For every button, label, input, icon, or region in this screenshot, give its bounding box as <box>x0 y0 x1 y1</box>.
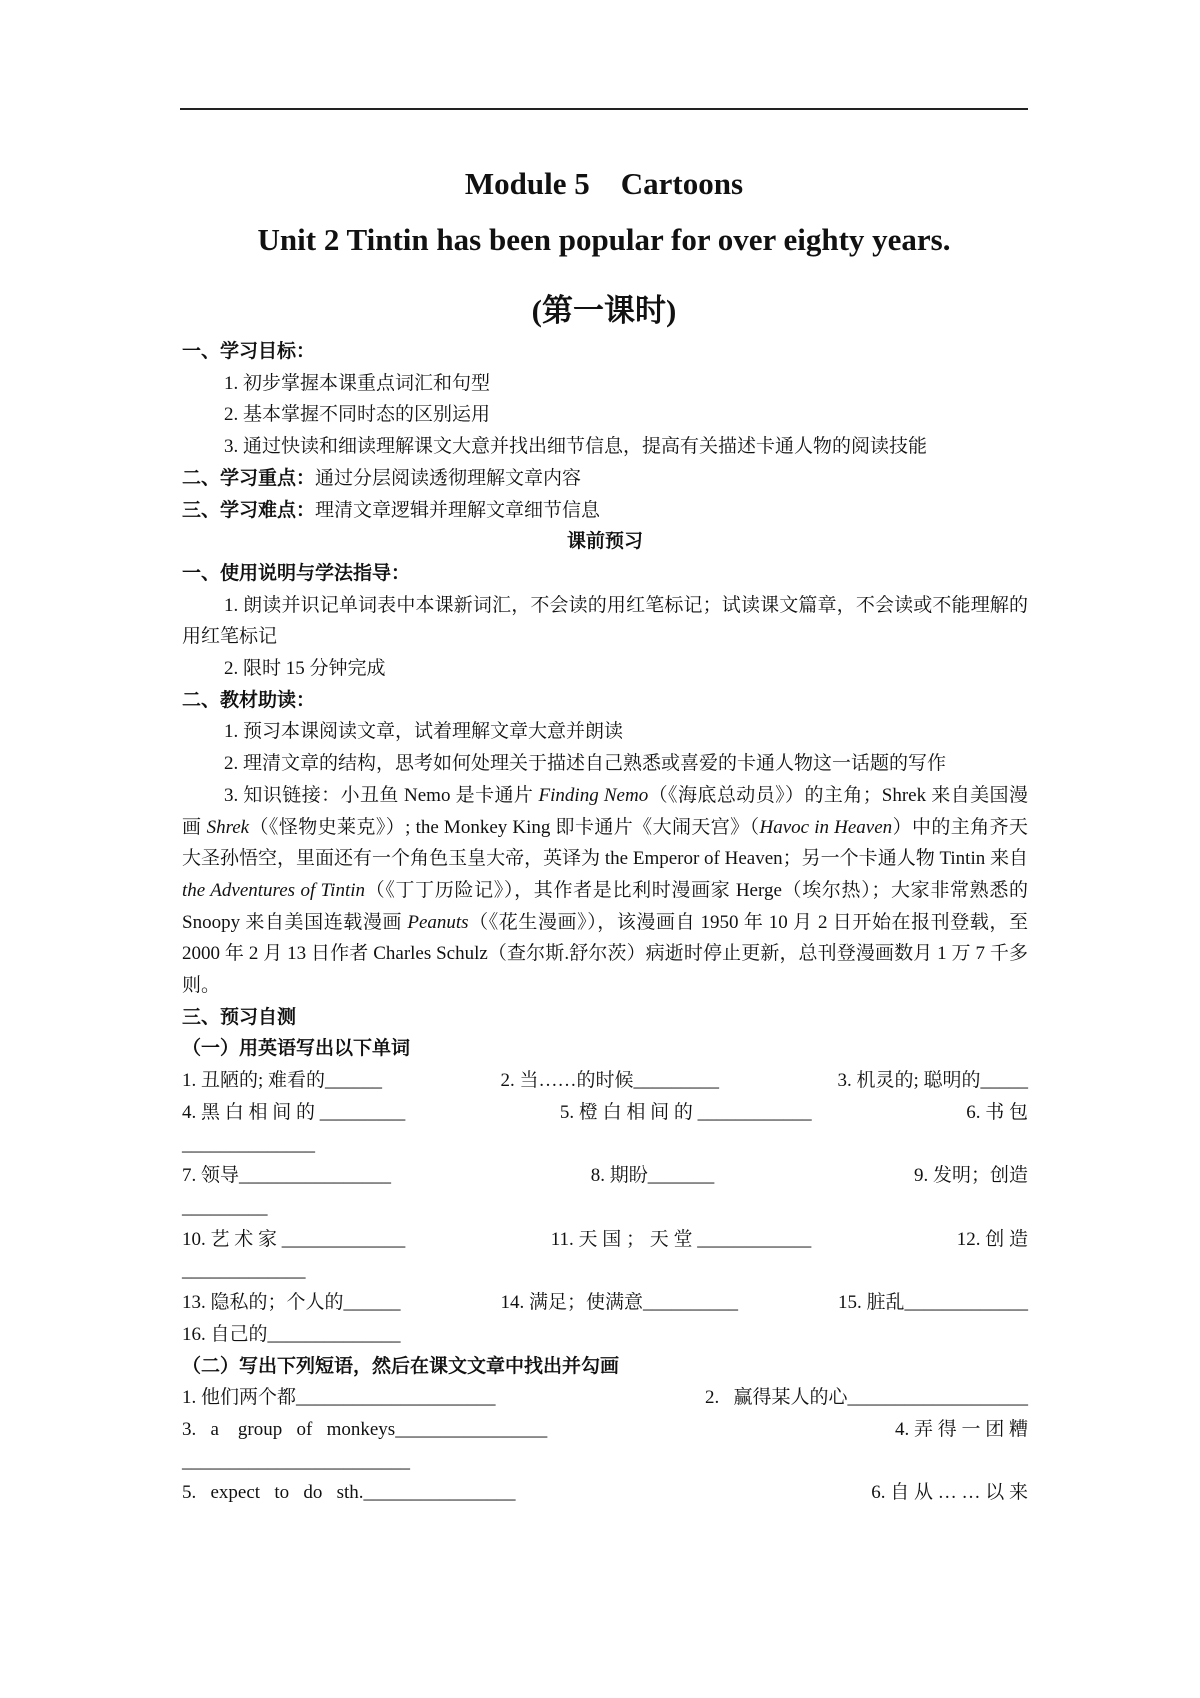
title-havoc: Havoc in Heaven <box>759 816 893 838</box>
knowledge-text: （《怪物史莱克》）; the Monkey King 即卡通片《大闹天宫》（ <box>249 816 760 838</box>
focus-text: 通过分层阅读透彻理解文章内容 <box>315 467 582 489</box>
word-item: 7. 领导________________ <box>182 1165 392 1187</box>
word-item: 11. 天 国 ； 天 堂 ____________ <box>550 1228 812 1250</box>
answer-blank: _____________ <box>182 1260 306 1282</box>
help-item: 2. 理清文章的结构，思考如何处理关于描述自己熟悉或喜爱的卡通人物这一话题的写作 <box>224 753 947 775</box>
answer-blank: _________ <box>182 1196 268 1218</box>
help-heading: 二、教材助读： <box>182 689 316 711</box>
word-item: 2. 当……的时候_________ <box>500 1070 719 1092</box>
unit-title: Unit 2 Tintin has been popular for over eighty years. <box>257 222 951 257</box>
word-row <box>182 1224 1028 1256</box>
word-item: 3. 机灵的; 聪明的_____ <box>837 1070 1028 1092</box>
word-item: 16. 自己的______________ <box>182 1323 401 1345</box>
difficulty-text: 理清文章逻辑并理解文章细节信息 <box>315 499 601 521</box>
title-tintin: the Adventures of Tintin <box>182 879 366 901</box>
phrase-row <box>182 1477 1028 1509</box>
answer-blank: ______________ <box>182 1133 315 1155</box>
word-item: 9. 发明；创造 <box>913 1165 1028 1187</box>
phrase-row <box>182 1414 1028 1446</box>
phrase-item: 1. 他们两个都_____________________ <box>182 1387 496 1409</box>
phrase-item: 6. 自 从 … … 以 来 <box>871 1482 1028 1504</box>
word-item: 1. 丑陋的; 难看的______ <box>182 1070 383 1092</box>
title-peanuts: Peanuts <box>407 911 469 933</box>
help-item: 1. 预习本课阅读文章，试着理解文章大意并朗读 <box>224 721 624 743</box>
knowledge-text: （《丁丁历险记》），其作者是比利时漫画家 Herge（埃尔热）；大家非常熟悉的 Snoopy 来自美国连载漫画 <box>182 879 1028 933</box>
preview-title: 课前预习 <box>566 531 643 553</box>
objective-item: 1. 初步掌握本课重点词汇和句型 <box>224 372 491 394</box>
objective-item: 2. 基本掌握不同时态的区别运用 <box>224 404 491 426</box>
selftest-sub1: （一）用英语写出以下单词 <box>182 1038 411 1060</box>
selftest-heading: 三、预习自测 <box>182 1006 297 1028</box>
word-row <box>182 1065 1028 1097</box>
word-item: 13. 隐私的；个人的______ <box>182 1292 401 1314</box>
objectives-heading: 一、学习目标： <box>182 341 316 362</box>
phrase-item: 4. 弄 得 一 团 糟 <box>894 1418 1028 1440</box>
word-item: 15. 脏乱_____________ <box>837 1292 1028 1314</box>
knowledge-text: （《海底总动员》）的主角；Shrek 来自美国漫画 <box>182 784 1028 838</box>
phrase-item: 3. a group of monkeys________________ <box>182 1418 548 1440</box>
selftest-sub2: （二）写出下列短语，然后在课文文章中找出并勾画 <box>182 1355 620 1377</box>
guide-item: 1. 朗读并识记单词表中本课新词汇，不会读的用红笔标记；试读课文篇章，不会读或不能理解的用红笔标记 <box>182 594 1028 648</box>
word-item: 5. 橙 白 相 间 的 ____________ <box>559 1101 812 1123</box>
module-title: Module 5 Cartoons <box>464 166 744 201</box>
objective-item: 3. 通过快读和细读理解课文大意并找出细节信息，提高有关描述卡通人物的阅读技能 <box>224 436 928 458</box>
phrase-row <box>182 1382 1028 1414</box>
word-row <box>182 1160 1028 1192</box>
word-item: 12. 创 造 <box>956 1228 1028 1250</box>
knowledge-text: （《花生漫画》），该漫画自 1950 年 10 月 2 日开始在报刊登载，至 2000 年 2 月 13 日作者 Charles Schulz（查尔斯.舒尔茨）病逝时停止更新，总刊登漫画数月 1 万 7 千多则。 <box>182 911 1028 997</box>
knowledge-text: ）中的主角齐天大圣孙悟空，里面还有一个角色玉皇大帝，英译为 the Emperor of Heaven；另一个卡通人物 Tintin 来自 <box>182 816 1028 870</box>
word-item: 14. 满足；使满意__________ <box>500 1292 738 1314</box>
focus-label: 二、学习重点： <box>182 467 316 489</box>
difficulty-line <box>182 495 1028 527</box>
header-rule <box>180 108 1028 110</box>
worksheet-content <box>182 336 1028 1509</box>
title-shrek: Shrek <box>206 816 250 838</box>
word-row <box>182 1097 1028 1129</box>
word-item: 4. 黑 白 相 间 的 _________ <box>182 1101 406 1123</box>
difficulty-label: 三、学习难点： <box>182 499 316 521</box>
word-item: 8. 期盼_______ <box>590 1165 715 1187</box>
title-finding-nemo: Finding Nemo <box>538 784 649 806</box>
knowledge-text: 3. 知识链接：小丑鱼 Nemo 是卡通片 <box>224 784 539 806</box>
phrase-item: 5. expect to do sth.________________ <box>182 1482 516 1504</box>
word-item: 10. 艺 术 家 _____________ <box>182 1228 406 1250</box>
knowledge-link <box>182 780 1028 1002</box>
word-item: 6. 书 包 <box>966 1101 1028 1123</box>
word-row <box>182 1287 1028 1319</box>
lesson-period: (第一课时) <box>531 293 677 328</box>
phrase-item: 2. 赢得某人的心___________________ <box>704 1387 1028 1409</box>
guide-heading: 一、使用说明与学法指导： <box>182 562 411 584</box>
focus-line <box>182 463 1028 495</box>
guide-item: 2. 限时 15 分钟完成 <box>224 658 386 680</box>
answer-blank: ________________________ <box>182 1450 410 1472</box>
